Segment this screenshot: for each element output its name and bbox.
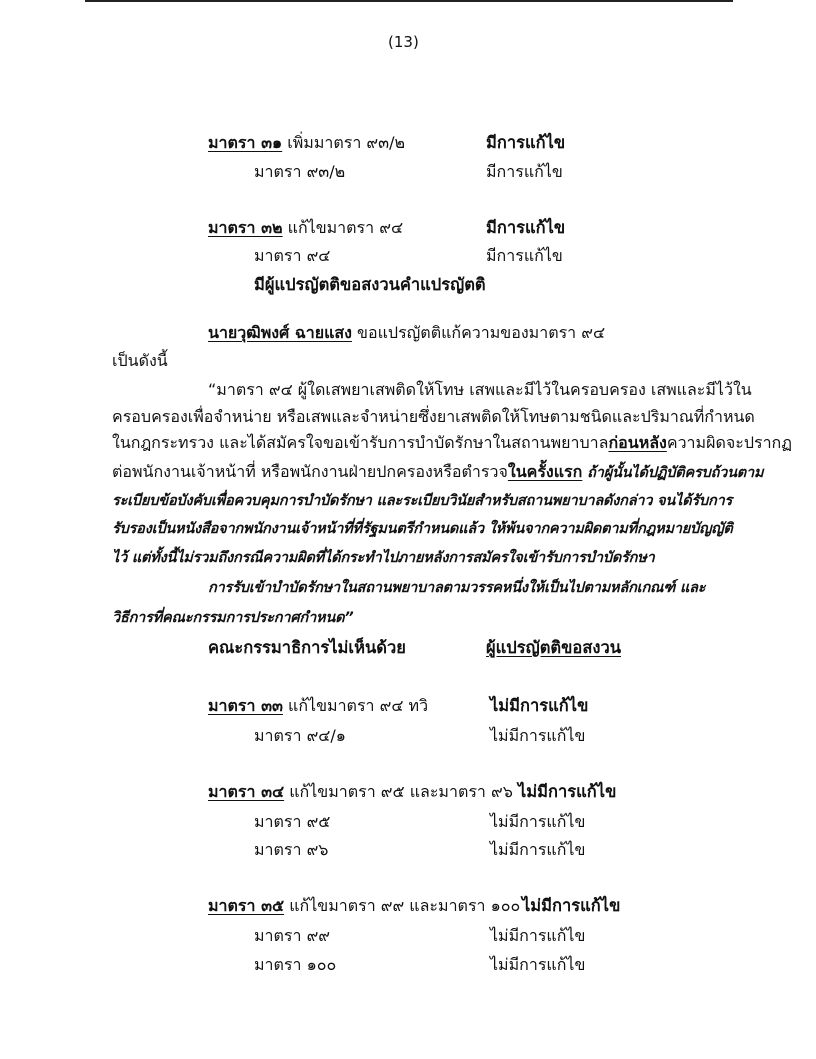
amendment-line-9: วิธีการที่คณะกรรมการประกาศกำหนด” [112,610,354,626]
amendment-intro-text: ขอแปรญัตติแก้ความของมาตรา ๙๔ [351,323,606,342]
section-32-heading [208,218,403,238]
section-35-sub1-label: มาตรา ๙๙ [254,926,331,945]
amendment-line-1: “มาตรา ๙๔ ผู้ใดเสพยาเสพติดให้โทษ เสพและมีไว้ในครอบครอง เสพและมีไว้ใน [208,380,752,399]
amendment-line-4-part-a: ต่อพนักงานเจ้าหน้าที่ หรือพนักงานฝ่ายปกครองหรือตำรวจ [112,462,508,481]
section-33-sub-label: มาตรา ๙๔/๑ [254,726,346,745]
section-34-sub2-label: มาตรา ๙๖ [254,840,329,859]
section-35-status: ไม่มีการแก้ไข [522,896,621,915]
section-34-desc: แก้ไขมาตรา ๙๕ และมาตรา ๙๖ [284,782,513,801]
section-34-sub2-status: ไม่มีการแก้ไข [490,840,586,859]
section-32-article: มาตรา ๓๒ [208,218,283,237]
amendment-line-4-part-c: ถ้าผู้นั้นได้ปฏิบัติครบถ้วนตาม [582,465,764,481]
amendment-line-3-part-a: ในกฎกระทรวง และได้สมัครใจขอเข้ารับการบำบัดรักษาในสถานพยาบาล [112,433,609,452]
amendment-line-3-emphasis: ก่อนหลัง [608,433,667,452]
section-31-heading [208,133,405,153]
section-31-sub-status: มีการแก้ไข [486,162,563,181]
section-33-status: ไม่มีการแก้ไข [490,696,589,715]
amendment-line-3 [112,433,792,453]
section-32-sub-label: มาตรา ๙๔ [254,246,331,265]
section-35-sub1-status: ไม่มีการแก้ไข [490,926,586,945]
amendment-intro [208,323,605,343]
section-31-desc: เพิ่มมาตรา ๙๓/๒ [282,133,405,152]
section-35-article: มาตรา ๓๕ [208,896,285,915]
section-34-status: ไม่มีการแก้ไข [518,782,617,801]
amendment-line-6: รับรองเป็นหนังสือจากพนักงานเจ้าหน้าที่ที่รัฐมนตรีกำหนดแล้ว ให้พ้นจากความผิดตามที่กฎหมายบัญญัติ [112,521,733,537]
section-31-status: มีการแก้ไข [486,133,566,152]
section-32-desc: แก้ไขมาตรา ๙๔ [282,218,404,237]
amendment-line-4-emphasis: ในครั้งแรก [507,462,583,481]
section-35-heading [208,896,520,916]
reservation-label: ผู้แปรญัตติขอสงวน [486,638,621,657]
section-35-sub2-label: มาตรา ๑๐๐ [254,955,337,974]
amendment-line-3-part-c: ความผิดจะปรากฏ [666,433,792,452]
reservation-heading: มีผู้แปรญัตติขอสงวนคำแปรญัตติ [254,275,486,294]
section-34-sub1-status: ไม่มีการแก้ไข [490,812,586,831]
amendment-intro-cont: เป็นดังนี้ [112,351,168,370]
amendment-line-4 [112,462,763,483]
committee-disagree: คณะกรรมาธิการไม่เห็นด้วย [208,638,406,657]
section-34-heading [208,782,513,802]
section-31-article: มาตรา ๓๑ [208,133,283,152]
section-34-article: มาตรา ๓๔ [208,782,285,801]
member-name: นายวุฒิพงศ์ ฉายแสง [208,323,352,342]
section-35-desc: แก้ไขมาตรา ๙๙ และมาตรา ๑๐๐ [284,896,521,915]
section-32-sub-status: มีการแก้ไข [486,246,563,265]
amendment-line-2: ครอบครองเพื่อจำหน่าย หรือเสพและจำหน่ายซึ่งยาเสพติดให้โทษตามชนิดและปริมาณที่กำหนด [112,407,755,426]
section-35-sub2-status: ไม่มีการแก้ไข [490,955,586,974]
section-33-sub-status: ไม่มีการแก้ไข [490,726,586,745]
section-33-article: มาตรา ๓๓ [208,696,283,715]
amendment-line-7: ไว้ แต่ทั้งนี้ไม่รวมถึงกรณีความผิดที่ได้กระทำไปภายหลังการสมัครใจเข้ารับการบำบัดรักษา [112,550,655,566]
section-34-sub1-label: มาตรา ๙๕ [254,812,331,831]
page-number: (13) [388,33,419,51]
section-33-desc: แก้ไขมาตรา ๙๔ ทวิ [282,696,429,715]
top-rule [85,0,733,2]
section-33-heading [208,696,428,716]
amendment-line-8: การรับเข้าบำบัดรักษาในสถานพยาบาลตามวรรคหนึ่งให้เป็นไปตามหลักเกณฑ์ และ [208,580,706,596]
section-31-sub-label: มาตรา ๙๓/๒ [254,162,346,181]
section-32-status: มีการแก้ไข [486,218,566,237]
amendment-line-5: ระเบียบข้อบังคับเพื่อควบคุมการบำบัดรักษา และระเบียบวินัยสำหรับสถานพยาบาลดังกล่าว จนได้รับการ [112,493,733,509]
